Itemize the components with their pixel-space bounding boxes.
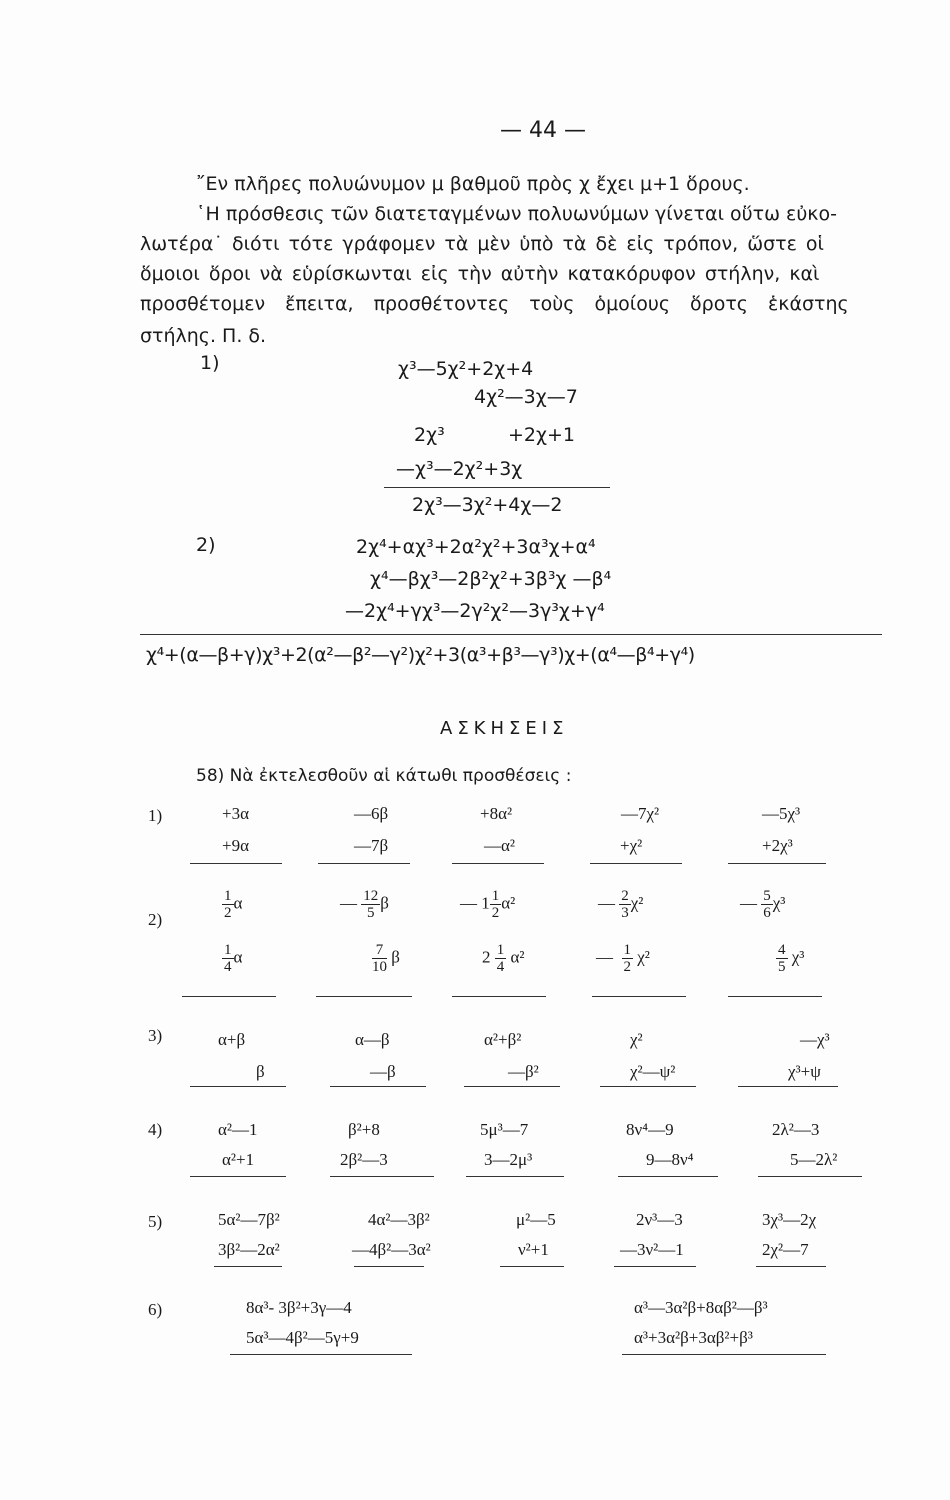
exercise-top-term: α²—1 (218, 1120, 258, 1139)
exercise-bottom-term: —7β (354, 836, 389, 855)
sum-line (330, 1086, 426, 1087)
exercise-row-label: 5) (148, 1212, 163, 1231)
exercise-bottom-term: +χ² (620, 836, 643, 855)
exercise-row-label: 3) (148, 1026, 163, 1045)
sum-line (316, 996, 412, 997)
example-2-label: 2) (196, 534, 216, 556)
exercise-top-term: 2λ²—3 (772, 1120, 820, 1139)
exercise-top-term: α+β (218, 1030, 246, 1049)
exercise-top-term: 2ν³—3 (636, 1210, 683, 1229)
sum-line (354, 1266, 424, 1267)
sum-line (738, 1086, 838, 1087)
paragraph-line-3: λωτέρα˙ διότι τότε γράφομεν τὰ μὲν ὑπὸ τὰ δὲ εἰς τρόπον, ὥστε οἱ (140, 233, 824, 255)
sum-line (590, 863, 682, 864)
exercise-top-term: —7χ² (621, 804, 660, 823)
sum-line (622, 1354, 826, 1355)
exercise-instruction: 58) Νὰ ἐκτελεσθοῦν αἱ κάτωθι προσθέσεις : (196, 766, 572, 786)
exercise-top-term: β²+8 (348, 1120, 380, 1139)
exercise-top-term: α—β (355, 1030, 390, 1049)
exercise-bottom-term: 5—2λ² (790, 1150, 838, 1169)
fraction-term: — $\frac{12}{5}$ β (340, 888, 389, 921)
sum-line (618, 1176, 718, 1177)
exercise-bottom-term: 3—2μ³ (484, 1150, 533, 1169)
paragraph-line-1: ῎Εν πλῆρες πολυώνυμον μ βαθμοῦ πρὸς χ ἔχει μ+1 ὅρους. (196, 173, 750, 195)
exercise-bottom-term: α²+1 (222, 1150, 255, 1169)
sum-line (728, 996, 822, 997)
fraction-term: 2 $\frac{1}{4}$ α² (482, 942, 525, 975)
exercise-top-term: 8α³- 3β²+3γ—4 (246, 1298, 352, 1317)
sum-line (500, 1266, 564, 1267)
sum-line (452, 996, 546, 997)
sum-line (614, 1266, 696, 1267)
exercise-bottom-term: —α² (484, 836, 516, 855)
example-1-sum: 2χ³—3χ²+4χ—2 (412, 494, 563, 516)
example-2-row-1: 2χ⁴+αχ³+2α²χ²+3α³χ+α⁴ (356, 536, 596, 558)
example-2-row-2: χ⁴—βχ³—2β²χ²+3β³χ —β⁴ (370, 568, 612, 590)
exercise-top-term: 8ν⁴—9 (626, 1120, 674, 1139)
exercise-top-term: 3χ³—2χ (762, 1210, 817, 1229)
sum-line (466, 1176, 564, 1177)
paragraph-line-6: στήλης. Π. δ. (140, 325, 267, 347)
sum-line (190, 863, 282, 864)
sum-line (330, 1176, 434, 1177)
exercise-row-label: 4) (148, 1120, 163, 1139)
exercise-bottom-term: —3ν²—1 (620, 1240, 684, 1259)
exercise-bottom-term: 9—8ν⁴ (646, 1150, 694, 1169)
sum-line (190, 1176, 286, 1177)
exercises-heading: ΑΣΚΗΣΕΙΣ (440, 718, 569, 739)
example-2-row-3: —2χ⁴+γχ³—2γ²χ²—3γ³χ+γ⁴ (345, 600, 605, 622)
exercise-row-label: 2) (148, 910, 163, 929)
example-2-sum: χ⁴+(α—β+γ)χ³+2(α²—β²—γ²)χ²+3(α³+β³—γ³)χ+(α⁴—β⁴+γ⁴) (146, 644, 695, 666)
exercise-bottom-term: —β (370, 1062, 396, 1081)
exercise-bottom-term: α³+3α²β+3αβ²+β³ (634, 1328, 753, 1347)
fraction-term: — $\frac{2}{3}$ χ² (598, 888, 644, 921)
sum-line (190, 1086, 286, 1087)
exercise-top-term: μ²—5 (516, 1210, 556, 1229)
sum-line (318, 863, 410, 864)
sum-line (758, 1176, 862, 1177)
sum-line (230, 1354, 412, 1355)
exercise-bottom-term: β (256, 1062, 265, 1081)
exercise-top-term: —6β (354, 804, 389, 823)
sum-line (592, 996, 686, 997)
exercise-top-term: α³—3α²β+8αβ²—β³ (634, 1298, 768, 1317)
example-1-row-2: 4χ²—3χ—7 (474, 386, 578, 408)
fraction-term: $\frac{1}{4}$ α (224, 942, 243, 975)
fraction-term: — $\frac{5}{6}$ χ³ (740, 888, 786, 921)
sum-line (452, 863, 544, 864)
exercise-row-label: 6) (148, 1300, 163, 1319)
exercise-bottom-term: —β² (508, 1062, 539, 1081)
sum-line (214, 1266, 282, 1267)
exercise-bottom-term: χ²—ψ² (630, 1062, 676, 1081)
exercise-bottom-term: 5α³—4β²—5γ+9 (246, 1328, 359, 1347)
exercise-top-term: 5μ³—7 (480, 1120, 529, 1139)
exercise-top-term: α²+β² (484, 1030, 522, 1049)
example-1-label: 1) (200, 352, 220, 374)
exercise-bottom-term: 2χ²—7 (762, 1240, 809, 1259)
exercise-bottom-term: 2β²—3 (340, 1150, 388, 1169)
fraction-term: — 1 $\frac{1}{2}$ α² (460, 888, 516, 921)
exercise-top-term: —5χ³ (762, 804, 801, 823)
paragraph-line-2: ῾Η πρόσθεσις τῶν διατεταγμένων πολυωνύμων γίνεται οὕτω εὐκο- (196, 203, 837, 225)
fraction-term: — $\frac{1}{2}$ χ² (596, 942, 650, 975)
example-1-row-3b: +2χ+1 (508, 424, 575, 446)
exercise-top-term: +3α (222, 804, 249, 823)
exercise-top-term: χ² (630, 1030, 643, 1049)
sum-line (600, 1086, 696, 1087)
example-1-row-4: —χ³—2χ²+3χ (396, 458, 523, 480)
sum-line (384, 487, 610, 488)
exercise-top-term: +8α² (480, 804, 513, 823)
exercise-row-label: 1) (148, 806, 163, 825)
example-1-row-3a: 2χ³ (414, 424, 445, 446)
exercise-bottom-term: χ³+ψ (788, 1062, 821, 1081)
example-1-row-1: χ³—5χ²+2χ+4 (398, 358, 534, 380)
exercise-bottom-term: ν²+1 (518, 1240, 549, 1259)
sum-line (728, 863, 826, 864)
exercise-bottom-term: +9α (222, 836, 249, 855)
paragraph-line-4: ὅμοιοι ὅροι νὰ εὑρίσκωνται εἰς τὴν αὐτὴν κατακόρυφον στήλην, καὶ (140, 263, 820, 285)
exercise-top-term: 4α²—3β² (368, 1210, 430, 1229)
page-number: — 44 — (500, 118, 586, 143)
fraction-term: $\frac{7}{10}$ β (372, 942, 400, 975)
exercise-top-term: —χ³ (800, 1030, 830, 1049)
fraction-term: $\frac{4}{5}$ χ³ (778, 942, 805, 975)
sum-line (464, 1086, 560, 1087)
sum-line (756, 1266, 826, 1267)
paragraph-line-5: προσθέτομεν ἔπειτα, προσθέτοντες τοὺς ὁμοίους ὅροτς ἑκάστης (140, 293, 849, 315)
exercise-bottom-term: —4β²—3α² (352, 1240, 431, 1259)
fraction-term: $\frac{1}{2}$ α (224, 888, 243, 921)
exercise-top-term: 5α²—7β² (218, 1210, 280, 1229)
exercise-bottom-term: 3β²—2α² (218, 1240, 280, 1259)
sum-line (182, 996, 276, 997)
exercise-bottom-term: +2χ³ (762, 836, 793, 855)
sum-line (140, 634, 882, 635)
